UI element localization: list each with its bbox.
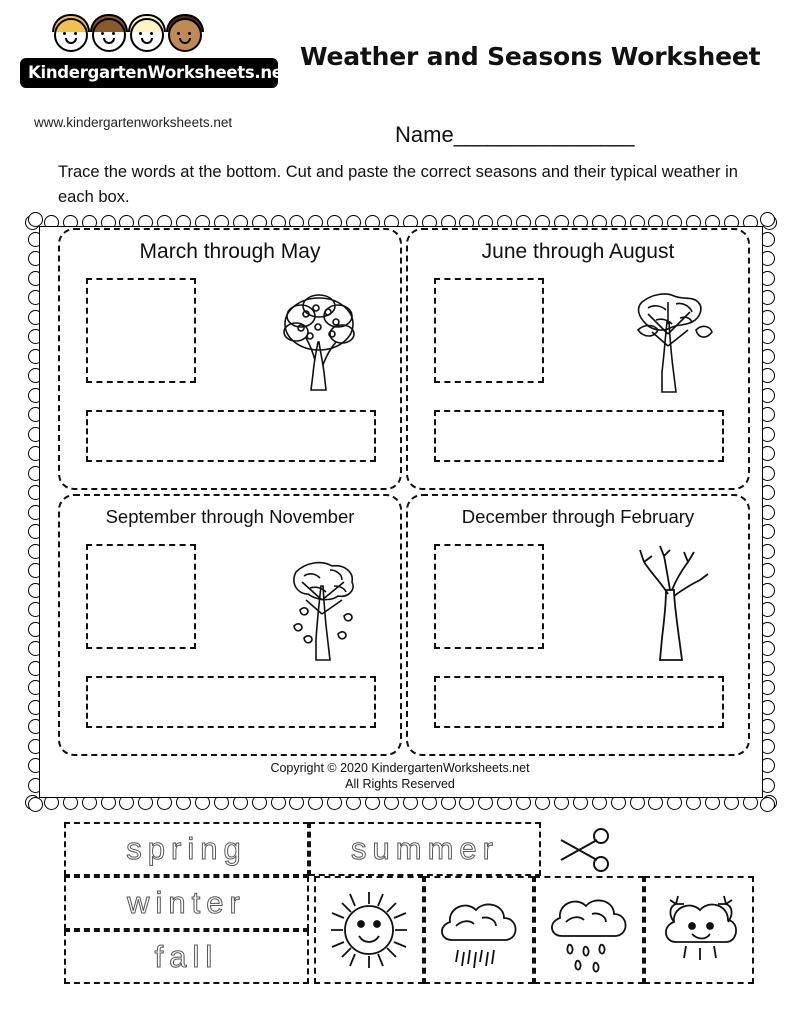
season-paste-box[interactable]	[434, 544, 544, 649]
picture-snow-cloud[interactable]	[644, 876, 754, 984]
name-label: Name	[395, 122, 454, 147]
quadrant-title: March through May	[139, 240, 321, 263]
copyright-line: Copyright © 2020 KindergartenWorksheets.net	[270, 761, 530, 775]
weather-paste-box[interactable]	[434, 676, 724, 728]
logo-banner	[20, 58, 291, 88]
copyright-block	[0, 760, 800, 792]
quadrant-title: June through August	[481, 240, 675, 263]
picture-sun[interactable]	[314, 876, 424, 984]
season-paste-box[interactable]	[86, 278, 196, 383]
quadrant-fall[interactable]	[58, 494, 402, 756]
tree-blossom-icon	[256, 272, 386, 402]
quadrant-title: December through February	[461, 506, 695, 527]
tree-falling-leaves-icon	[256, 538, 386, 668]
logo-brand-text: KindergartenWorksheets	[28, 63, 255, 82]
cutout-strip	[64, 822, 736, 1004]
weather-paste-box[interactable]	[434, 410, 724, 462]
tree-full-leaves-icon	[604, 272, 734, 402]
trace-word-winter[interactable]	[64, 876, 309, 930]
scissors-icon	[541, 822, 629, 876]
season-paste-box[interactable]	[434, 278, 544, 383]
trace-word-spring[interactable]	[64, 822, 309, 876]
trace-word-label: winter	[127, 885, 246, 920]
trace-word-fall[interactable]	[64, 930, 309, 984]
quadrant-summer[interactable]	[406, 228, 750, 490]
quadrant-title: September through November	[105, 506, 355, 527]
weather-paste-box[interactable]	[86, 410, 376, 462]
page-title: Weather and Seasons Worksheet	[300, 42, 761, 71]
instructions-text: Trace the words at the bottom. Cut and paste the correct seasons and their typical weather in each box.	[58, 163, 738, 206]
site-logo[interactable]	[20, 14, 290, 88]
picture-cloud[interactable]	[424, 876, 534, 984]
logo-brand-suffix: .net	[254, 63, 291, 82]
season-paste-box[interactable]	[86, 544, 196, 649]
season-quadrants	[50, 228, 750, 758]
name-field[interactable]	[395, 122, 633, 148]
name-blank: ________________	[453, 122, 634, 147]
picture-rain-cloud[interactable]	[534, 876, 644, 984]
trace-word-label: fall	[154, 939, 219, 974]
weather-paste-box[interactable]	[86, 676, 376, 728]
trace-word-label: spring	[126, 831, 247, 866]
four-kids-icon	[48, 14, 248, 62]
trace-word-label: summer	[351, 831, 499, 866]
quadrant-winter[interactable]	[406, 494, 750, 756]
site-url[interactable]: www.kindergartenworksheets.net	[34, 115, 233, 130]
rights-line: All Rights Reserved	[345, 777, 455, 791]
trace-word-summer[interactable]	[309, 822, 541, 876]
tree-bare-icon	[604, 538, 734, 668]
quadrant-spring[interactable]	[58, 228, 402, 490]
